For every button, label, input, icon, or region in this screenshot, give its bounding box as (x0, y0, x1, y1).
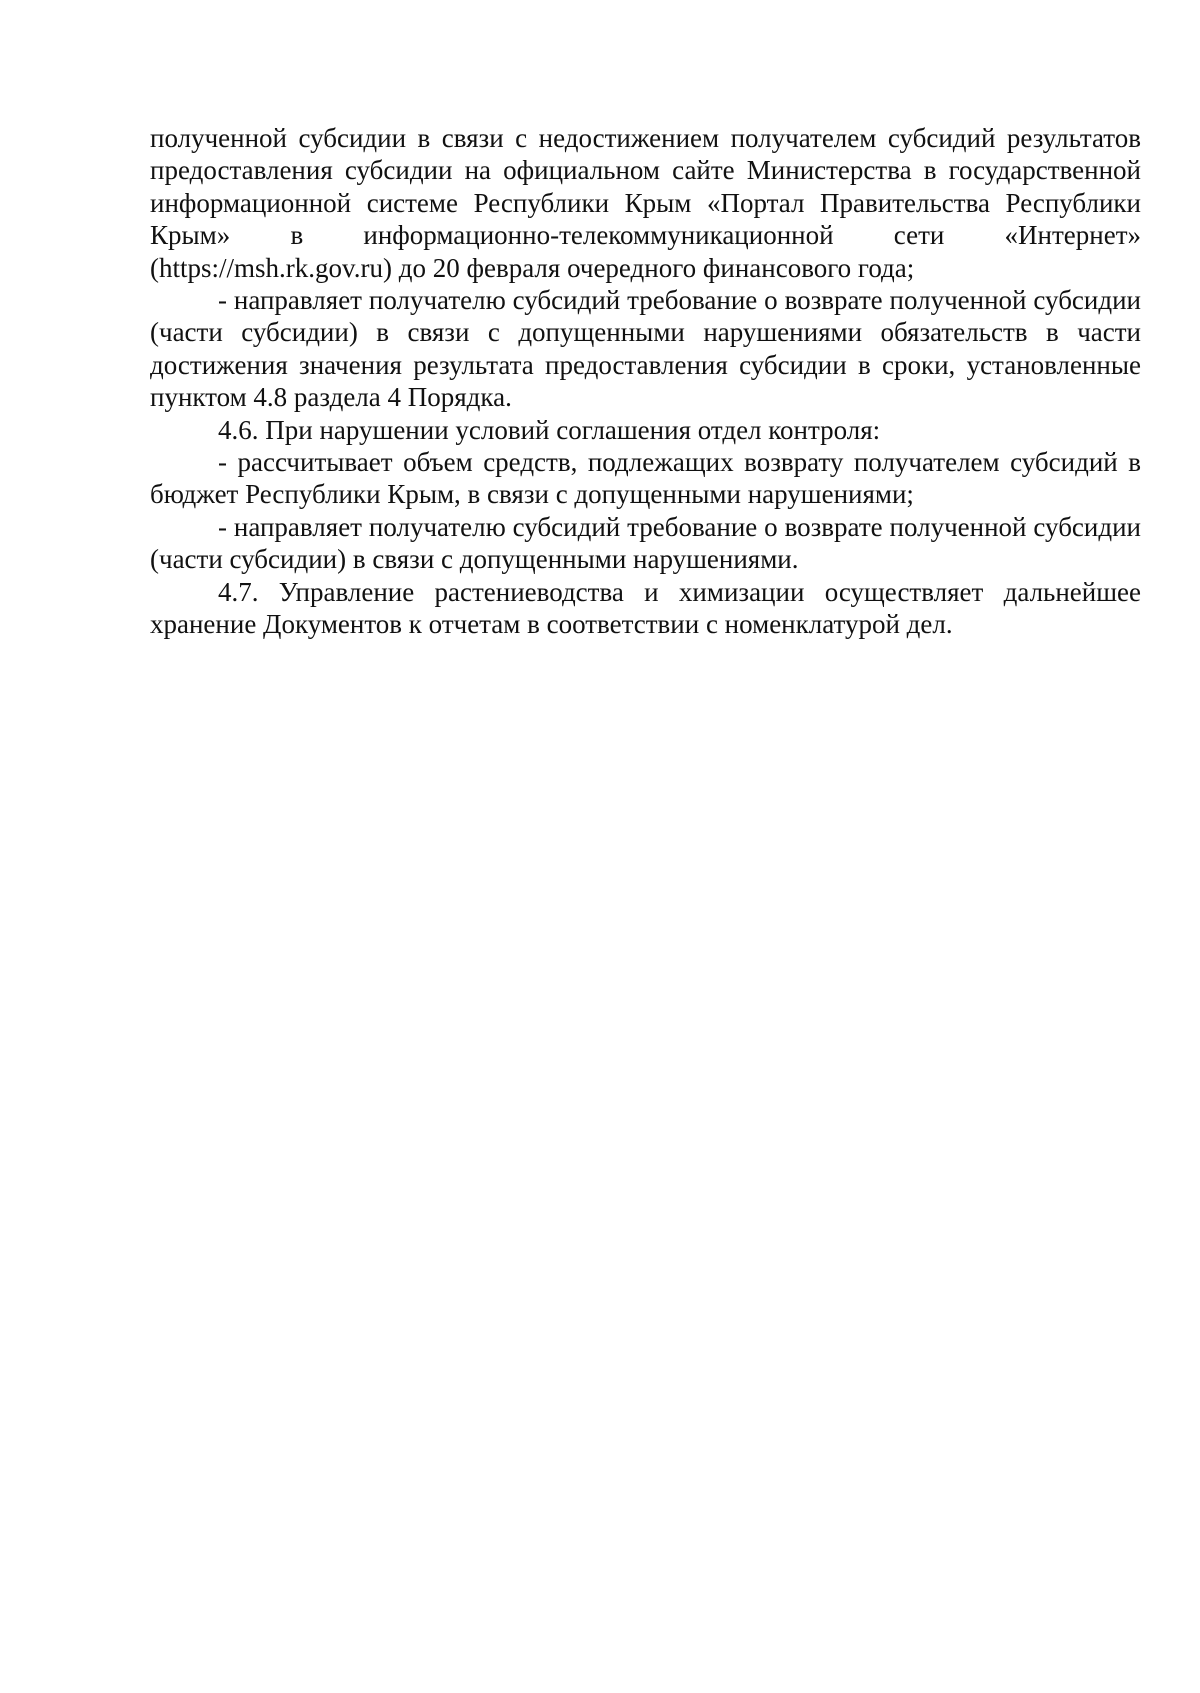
paragraph-subsidy-publication: полученной субсидии в связи с недостижением получателем субсидий результатов предоставления субсидии на официальном сайте Министерства в государственной информационной системе Республики Крым «Портал Правительства Республики Крым» в информационно-телекоммуникационной сети «Интернет» (https://msh.rk.gov.ru) до 20 февраля очередного финансового года; (150, 123, 1141, 283)
paragraph-return-demand-obligations: - направляет получателю субсидий требование о возврате полученной субсидии (части субсидии) в связи с допущенными нарушениями обязательств в части достижения значения результата предоставления субсидии в сроки, установленные пунктом 4.8 раздела 4 Порядка. (150, 285, 1141, 413)
paragraph-return-demand-violations: - направляет получателю субсидий требование о возврате полученной субсидии (части субсидии) в связи с допущенными нарушениями. (150, 511, 1141, 575)
document-body (150, 122, 1141, 641)
paragraph-calculate-return-amount: - рассчитывает объем средств, подлежащих возврату получателем субсидий в бюджет Республики Крым, в связи с допущенными нарушениями; (150, 447, 1141, 510)
paragraph-section-4-7: 4.7. Управление растениеводства и химизации осуществляет дальнейшее хранение Документов к отчетам в соответствии с номенклатурой дел. (150, 576, 1141, 640)
paragraph-section-4-6: 4.6. При нарушении условий соглашения отдел контроля: (218, 414, 881, 445)
